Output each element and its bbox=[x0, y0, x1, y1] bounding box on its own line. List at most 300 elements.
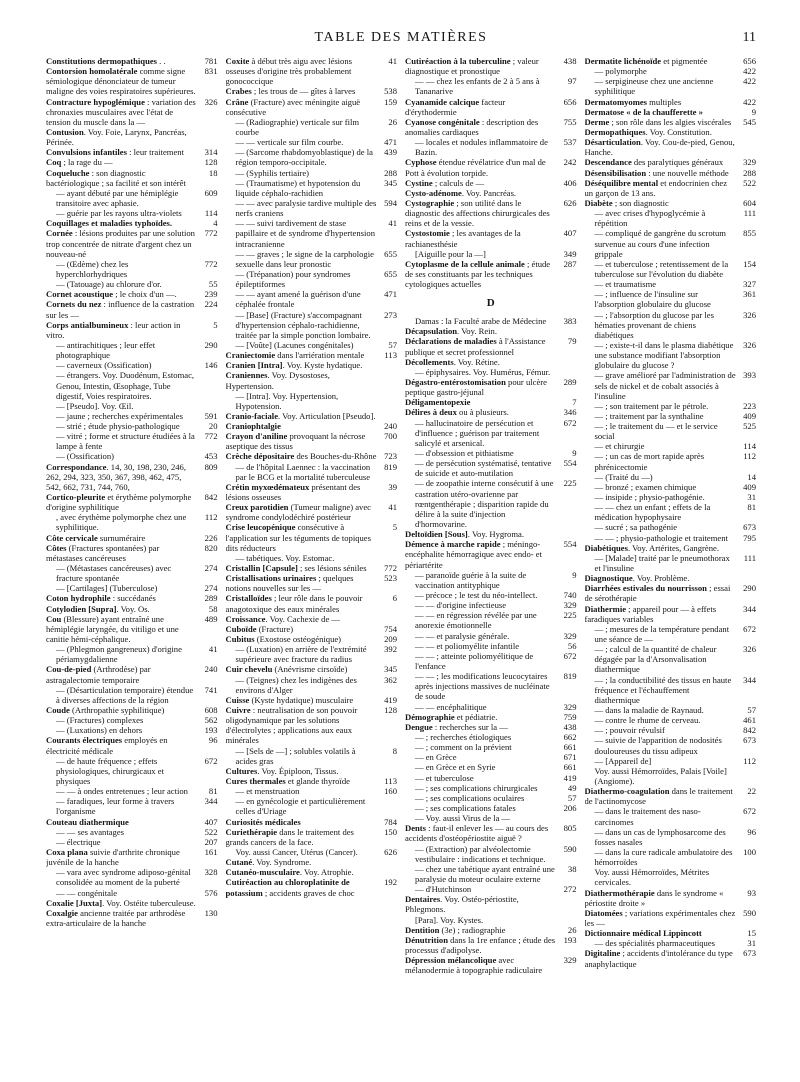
index-entry bbox=[405, 894, 577, 914]
entry-page-number: 538 bbox=[384, 86, 397, 97]
entry-text bbox=[585, 725, 741, 735]
index-entry bbox=[585, 675, 757, 705]
entry-text bbox=[46, 827, 202, 837]
index-entry bbox=[405, 316, 577, 326]
index-entry bbox=[46, 157, 218, 167]
entry-page-number: 522 bbox=[204, 826, 218, 837]
entry-page-number: 672 bbox=[743, 806, 756, 817]
entry-page-number: 672 bbox=[563, 650, 577, 661]
entry-page-number: 206 bbox=[563, 802, 577, 813]
running-header bbox=[46, 30, 756, 50]
entry-description: [Para]. Voy. Kystes. bbox=[415, 914, 484, 925]
entry-text bbox=[585, 117, 741, 127]
index-entry bbox=[226, 746, 398, 766]
entry-text bbox=[405, 590, 561, 600]
index-entry bbox=[46, 614, 218, 644]
entry-text bbox=[585, 401, 741, 411]
entry-text bbox=[46, 370, 202, 400]
index-entry bbox=[46, 735, 218, 755]
entry-page-number: 345 bbox=[384, 177, 397, 188]
entry-description: — tabétiques. Voy. Estomac. bbox=[235, 552, 335, 563]
entry-description: — (Métastases cancéreuses) avec fracture spontanée bbox=[56, 563, 172, 584]
entry-text bbox=[226, 553, 382, 563]
index-entry bbox=[585, 786, 757, 806]
entry-text bbox=[226, 350, 382, 360]
entry-page-number: 18 bbox=[208, 167, 218, 178]
entry-text bbox=[585, 157, 741, 167]
index-entry bbox=[226, 624, 398, 634]
entry-text bbox=[585, 502, 741, 522]
entry-page-number: 161 bbox=[204, 846, 218, 857]
entry-heading: Cornets du nez bbox=[46, 299, 102, 310]
entry-description: — — ; atteinte poliomyélitique de l'enfance bbox=[415, 650, 534, 671]
entry-description: : son diagnostic bactériologique ; sa facilité et son intérêt bbox=[46, 167, 186, 188]
entry-heading: Désensibilisation bbox=[584, 167, 647, 178]
entry-description: dans le traitement de l'actinomycose bbox=[584, 786, 733, 807]
index-entry bbox=[405, 478, 577, 529]
entry-page-number: 225 bbox=[563, 610, 577, 621]
entry-text bbox=[46, 593, 202, 603]
entry-page-number: 9 bbox=[572, 448, 577, 459]
entry-page-number: 96 bbox=[747, 826, 756, 837]
index-column-2 bbox=[226, 56, 398, 1074]
entry-page-number: 609 bbox=[204, 187, 218, 198]
entry-description: . 14, 30, 198, 230, 246, 262, 294, 323, 350, 367, 398, 462, 475, 542, 662, 731, 744, 760, bbox=[46, 461, 186, 492]
entry-text bbox=[585, 867, 741, 887]
index-entry bbox=[585, 502, 757, 522]
entry-text bbox=[585, 522, 741, 532]
entry-page-number: 772 bbox=[384, 563, 397, 574]
entry-page-number: 594 bbox=[384, 197, 397, 208]
entry-text bbox=[405, 600, 561, 610]
entry-text bbox=[226, 147, 382, 167]
entry-page-number: 471 bbox=[384, 137, 397, 148]
index-entry bbox=[46, 664, 218, 684]
entry-page-number: 326 bbox=[743, 339, 756, 350]
entry-text bbox=[405, 570, 561, 590]
index-entry bbox=[585, 137, 757, 157]
index-entry bbox=[46, 462, 218, 492]
index-entry bbox=[226, 97, 398, 117]
index-entry bbox=[226, 431, 398, 451]
entry-description: ; les trous de — gîtes à larves bbox=[251, 86, 356, 97]
entry-description: — guérie par les rayons ultra-violets bbox=[56, 208, 182, 219]
index-entry bbox=[226, 178, 398, 198]
entry-text bbox=[226, 796, 382, 816]
entry-description: ; leur rôle dans le pouvoir anagotoxique des eaux minérales bbox=[225, 593, 363, 614]
entry-description: — — chez les enfants de 2 à 5 ans à Tananarive bbox=[415, 76, 540, 97]
entry-text bbox=[405, 448, 561, 458]
entry-heading: Démence à marche rapide bbox=[405, 539, 501, 550]
entry-description: — — suivi tardivement de stase papillaire et de syndrome d'hypertension intracranienne bbox=[235, 218, 375, 249]
entry-page-number: 97 bbox=[567, 76, 577, 87]
entry-page-number: 723 bbox=[384, 451, 397, 462]
entry-description: . Voy. Problème. bbox=[632, 573, 690, 584]
entry-heading: Curiethérapie bbox=[225, 826, 278, 837]
entry-page-number: 327 bbox=[743, 279, 756, 290]
entry-text bbox=[226, 705, 382, 746]
entry-description: — ; existe-t-il dans le plasma diabétique une substance modifiant l'absorption globulaire du glucose ? bbox=[594, 339, 734, 371]
index-entry bbox=[405, 641, 577, 651]
entry-page-number: 407 bbox=[204, 816, 218, 827]
index-entry bbox=[585, 533, 757, 543]
entry-page-number: 112 bbox=[743, 755, 756, 766]
entry-heading: Diatomées bbox=[584, 907, 623, 918]
entry-description: — d'obsession et pithiatisme bbox=[415, 448, 514, 459]
entry-heading: Deltoïdien [Sous] bbox=[405, 529, 468, 540]
entry-heading: Diathermie bbox=[584, 603, 627, 614]
entry-description: — [Voûte] (Lacunes congénitales) bbox=[235, 339, 354, 350]
entry-text bbox=[585, 66, 741, 76]
entry-page-number: 93 bbox=[747, 887, 756, 898]
index-entry bbox=[405, 813, 577, 823]
entry-page-number: 700 bbox=[384, 431, 397, 442]
entry-heading: Dermopathiques bbox=[584, 126, 646, 137]
entry-heading: Déséquilibre mental bbox=[584, 177, 659, 188]
entry-description: — suivie de l'apparition de nodosités douloureuses du tissu adipeux bbox=[594, 735, 722, 756]
index-entry bbox=[585, 573, 757, 583]
entry-heading: Crabes bbox=[225, 86, 252, 97]
entry-page-number: 842 bbox=[204, 492, 218, 503]
entry-description: suivie d'arthrite chronique juvénile de la hanche bbox=[46, 846, 180, 868]
index-entry bbox=[46, 299, 218, 319]
entry-page-number: 209 bbox=[384, 634, 397, 645]
entry-page-number: 41 bbox=[388, 218, 397, 229]
entry-page-number: 160 bbox=[384, 786, 397, 797]
index-entry bbox=[585, 928, 757, 938]
entry-description: : faut-il enlever les — au cours des accidents d'ostéopériostite aiguë ? bbox=[405, 823, 549, 844]
entry-heading: Cyphose bbox=[405, 157, 437, 168]
index-entry bbox=[226, 198, 398, 218]
entry-description: — épiphysaires. Voy. Humérus, Fémur. bbox=[415, 366, 551, 377]
entry-heading: Coq bbox=[46, 157, 62, 168]
entry-page-number: 14 bbox=[747, 471, 756, 482]
entry-description: — ; son traitement par le pétrole. bbox=[594, 400, 709, 411]
entry-page-number: 422 bbox=[743, 66, 756, 77]
index-entry bbox=[585, 482, 757, 492]
entry-text bbox=[226, 117, 382, 137]
index-entry bbox=[585, 97, 757, 107]
entry-description: — en Grèce et en Syrie bbox=[415, 762, 496, 773]
entry-text bbox=[46, 360, 202, 370]
entry-heading: Diagnostique bbox=[584, 573, 633, 584]
entry-heading: Dégastro-entérostomisation bbox=[405, 377, 506, 388]
entry-description: . Voy. Kyste hydatique. bbox=[282, 360, 363, 371]
entry-text bbox=[226, 137, 382, 147]
entry-text bbox=[226, 218, 382, 248]
entry-page-number: 272 bbox=[563, 884, 577, 895]
index-entry bbox=[46, 685, 218, 705]
entry-text bbox=[405, 844, 561, 864]
index-entry bbox=[226, 117, 398, 137]
entry-description: — caverneux (Ossification) bbox=[56, 360, 152, 371]
entry-description: : recherches sur la — bbox=[432, 721, 508, 732]
entry-text bbox=[46, 279, 202, 289]
entry-text bbox=[405, 97, 561, 117]
entry-text bbox=[46, 786, 202, 796]
index-entry bbox=[585, 279, 757, 289]
entry-page-number: 392 bbox=[384, 644, 397, 655]
entry-page-number: 55 bbox=[208, 279, 218, 290]
entry-heading: Cutané bbox=[225, 857, 253, 868]
entry-text bbox=[46, 512, 202, 532]
entry-description: (Tumeur maligne) avec syndrome condylodéchiré postérieur bbox=[225, 502, 371, 523]
entry-text bbox=[46, 644, 202, 664]
entry-text bbox=[46, 401, 202, 411]
entry-text bbox=[405, 178, 561, 188]
entry-page-number: 159 bbox=[384, 96, 397, 107]
index-entry bbox=[405, 702, 577, 712]
entry-description: (Arthrodèse) par astragalectomie temporaire bbox=[46, 664, 151, 685]
entry-heading: Cyanamide calcique bbox=[405, 96, 480, 107]
entry-description: — (Phlegmon gangreneux) d'origine périamygdalienne bbox=[56, 644, 182, 665]
index-entry bbox=[405, 418, 577, 448]
entry-page-number: 626 bbox=[563, 197, 577, 208]
entry-page-number: 41 bbox=[208, 644, 218, 655]
entry-text bbox=[585, 827, 741, 847]
index-entry bbox=[226, 857, 398, 867]
index-entry bbox=[405, 336, 577, 356]
entry-description: — (Tatouage) au chlorure d'or. bbox=[56, 279, 162, 290]
entry-description: — [Cartilages] (Tuberculose) bbox=[56, 583, 158, 594]
entry-description: . Voy. Atrophie. bbox=[299, 867, 354, 878]
entry-description: — vitré ; forme et structure étudiées à la lampe à fente bbox=[56, 431, 195, 452]
index-entry bbox=[405, 56, 577, 76]
index-entry bbox=[226, 451, 398, 461]
entry-heading: Côtes bbox=[46, 542, 67, 553]
entry-description: — — avec paralysie tardive multiple des nerfs craniens bbox=[235, 197, 377, 219]
entry-description: — — encéphalitique bbox=[415, 701, 487, 712]
index-entry bbox=[585, 908, 757, 928]
entry-text bbox=[46, 462, 202, 492]
index-entry bbox=[226, 664, 398, 674]
entry-description: — ; comment on la prévient bbox=[415, 742, 512, 753]
index-entry bbox=[46, 127, 218, 147]
index-entry bbox=[46, 188, 218, 208]
entry-text bbox=[226, 269, 382, 289]
entry-page-number: 349 bbox=[563, 248, 577, 259]
entry-text bbox=[585, 928, 741, 938]
index-entry bbox=[585, 492, 757, 502]
entry-description: avec mélanodermie à topographie radiculaire bbox=[405, 955, 543, 976]
index-entry bbox=[226, 462, 398, 482]
index-column-3 bbox=[405, 56, 577, 1074]
index-entry bbox=[226, 360, 398, 370]
entry-text bbox=[46, 756, 202, 786]
entry-description: — ; la conductibilité des tissus en haute fréquence et l'échauffement diathermique bbox=[594, 674, 732, 705]
entry-page-number: 523 bbox=[384, 573, 397, 584]
entry-text bbox=[46, 837, 202, 847]
entry-description: — ; un cas de mort rapide après phrénicectomie bbox=[594, 451, 705, 472]
index-entry bbox=[226, 522, 398, 552]
index-entry bbox=[226, 218, 398, 248]
entry-text bbox=[405, 671, 561, 701]
entry-page-number: 113 bbox=[384, 350, 397, 361]
entry-page-number: 438 bbox=[563, 721, 577, 732]
entry-description: — faradiques, leur forme à travers l'organisme bbox=[56, 796, 175, 817]
index-entry bbox=[405, 117, 577, 137]
entry-heading: Cristallisations urinaires bbox=[225, 573, 317, 584]
entry-text bbox=[405, 316, 561, 326]
entry-page-number: 781 bbox=[204, 56, 218, 66]
entry-text bbox=[405, 631, 561, 641]
entry-heading: Cotylodien [Supra] bbox=[46, 603, 117, 614]
entry-text bbox=[585, 198, 741, 208]
entry-page-number: 562 bbox=[204, 715, 218, 726]
entry-page-number: 5 bbox=[392, 522, 397, 533]
index-entry bbox=[46, 259, 218, 279]
entry-description: — vara avec syndrome adiposo-génital consolidée au moment de la puberté bbox=[56, 867, 191, 888]
entry-text bbox=[405, 864, 561, 884]
entry-text bbox=[405, 803, 561, 813]
entry-page-number: 100 bbox=[743, 846, 756, 857]
entry-text bbox=[46, 563, 202, 583]
entry-page-number: 406 bbox=[563, 177, 577, 188]
entry-heading: Convulsions infantiles bbox=[46, 147, 127, 158]
entry-description: des paralytiques généraux bbox=[631, 157, 724, 168]
index-entry bbox=[46, 847, 218, 867]
entry-description: — bronzé ; examen chimique bbox=[594, 481, 697, 492]
entry-description: — (Traumatisme) et hypotension du liquide céphalo-rachidien bbox=[235, 177, 361, 198]
entry-text bbox=[405, 712, 561, 722]
index-entry bbox=[405, 732, 577, 742]
entry-page-number: 656 bbox=[743, 56, 756, 66]
entry-description: ou à plusieurs. bbox=[456, 407, 509, 418]
entry-description: (Arthropathie syphilitique) bbox=[69, 705, 165, 715]
entry-text bbox=[226, 198, 382, 218]
entry-description: — insipide ; physio-pathogénie. bbox=[594, 492, 705, 503]
entry-page-number: 290 bbox=[204, 339, 218, 350]
entry-description: — (Radiographie) verticale sur film courbe bbox=[235, 116, 360, 137]
entry-text bbox=[585, 370, 741, 400]
index-entry bbox=[46, 66, 218, 96]
entry-page-number: 288 bbox=[384, 167, 397, 178]
index-entry bbox=[585, 543, 757, 553]
entry-page-number: 461 bbox=[743, 715, 756, 726]
index-entry bbox=[46, 725, 218, 735]
entry-text bbox=[226, 877, 382, 897]
entry-heading: Creux parotidien bbox=[225, 502, 289, 513]
entry-heading: Cyanose congénitale bbox=[405, 116, 480, 127]
entry-description: facteur d'érythodermie bbox=[405, 96, 506, 117]
entry-page-number: 328 bbox=[204, 867, 218, 878]
index-entry bbox=[405, 762, 577, 772]
entry-page-number: 422 bbox=[743, 76, 756, 87]
entry-page-number: 130 bbox=[204, 907, 218, 918]
entry-page-number: 741 bbox=[204, 684, 218, 695]
entry-description: — électrique bbox=[56, 836, 101, 847]
entry-page-number: 329 bbox=[743, 157, 756, 168]
entry-text bbox=[585, 76, 741, 96]
index-entry bbox=[46, 533, 218, 543]
entry-description: — (Sarcome rhabdomyoblastique) de la région temporo-occipitale. bbox=[235, 147, 373, 168]
entry-text bbox=[46, 847, 202, 867]
index-entry bbox=[405, 722, 577, 732]
entry-text bbox=[585, 340, 741, 370]
entry-heading: Cultures bbox=[225, 765, 258, 776]
index-entry bbox=[405, 955, 577, 975]
entry-page-number: 240 bbox=[384, 421, 397, 432]
entry-description: . Voy. Ostéite tuberculeuse. bbox=[102, 897, 196, 908]
entry-page-number: 661 bbox=[563, 742, 577, 753]
entry-heading: Dépression mélancolique bbox=[405, 955, 497, 966]
entry-text bbox=[405, 783, 561, 793]
entry-description: Voy. aussi Hémorroïdes, Métrites cervicales. bbox=[594, 867, 710, 888]
entry-text bbox=[46, 533, 202, 543]
entry-description: — en Grèce bbox=[415, 752, 457, 763]
entry-text bbox=[405, 935, 561, 955]
entry-description: (Fracture) avec méningite aiguë consécutive bbox=[225, 96, 361, 117]
entry-page-number: 361 bbox=[743, 289, 756, 300]
index-entry bbox=[226, 421, 398, 431]
entry-description: et pigmentée bbox=[661, 56, 708, 66]
entry-description: . Voy. Cachexie de — bbox=[265, 613, 340, 624]
entry-page-number: 329 bbox=[563, 600, 577, 611]
entry-page-number: 489 bbox=[204, 613, 218, 624]
index-entry bbox=[226, 391, 398, 411]
entry-description: — [Malade] traité par le pneumothorax et l'insuline bbox=[594, 552, 730, 574]
index-entry bbox=[46, 56, 218, 66]
index-entry bbox=[585, 472, 757, 482]
entry-page-number: 326 bbox=[743, 644, 756, 655]
index-entry bbox=[585, 553, 757, 573]
entry-description: — ; traitement par la synthaline bbox=[594, 410, 704, 421]
entry-page-number: 154 bbox=[743, 258, 756, 269]
entry-description: — — ayant amené la guérison d'une céphalée frontale bbox=[235, 289, 361, 310]
index-entry bbox=[226, 766, 398, 776]
entry-text bbox=[226, 675, 382, 695]
entry-heading: Cures thermales bbox=[225, 775, 286, 786]
entry-text bbox=[46, 259, 202, 279]
entry-page-number: 656 bbox=[563, 96, 577, 107]
index-entry bbox=[585, 208, 757, 228]
index-entry bbox=[585, 411, 757, 421]
index-entry bbox=[226, 147, 398, 167]
index-column-1 bbox=[46, 56, 218, 1074]
entry-description: à l'Assistance publique et secret professionnel bbox=[405, 336, 546, 357]
entry-page-number: 58 bbox=[208, 603, 218, 614]
entry-description: — — congénitale bbox=[56, 887, 118, 898]
index-entry bbox=[405, 793, 577, 803]
entry-description: — ; pouvoir révulsif bbox=[594, 725, 665, 736]
entry-description: — [Intra]. Voy. Hypertension, Hypotension. bbox=[235, 390, 339, 411]
entry-description: — (Fractures) complexes bbox=[56, 715, 144, 726]
entry-description: . Voy. Rétine. bbox=[453, 356, 500, 367]
entry-text bbox=[585, 938, 741, 948]
index-entry bbox=[405, 458, 577, 478]
entry-description: (Blessure) ayant entraîné une hémiplégie laryngée, du vitiligo et une canitie hémi-céphalique. bbox=[46, 613, 179, 645]
entry-text bbox=[585, 168, 741, 178]
entry-description: (Anévrisme cirsoïde) bbox=[272, 664, 348, 675]
entry-text bbox=[585, 583, 741, 603]
index-entry bbox=[405, 671, 577, 701]
index-entry bbox=[585, 56, 757, 66]
entry-page-number: 146 bbox=[204, 360, 218, 371]
entry-text bbox=[46, 66, 202, 96]
entry-description: : lésions produites par une solution trop concentrée de nitrate d'argent chez un nouveau-né bbox=[46, 228, 195, 259]
entry-text bbox=[46, 796, 202, 816]
entry-page-number: 224 bbox=[204, 299, 218, 310]
entry-description: — ; le traitement du — et le service social bbox=[594, 421, 718, 442]
entry-page-number: 329 bbox=[563, 701, 577, 712]
entry-page-number: 672 bbox=[743, 623, 756, 634]
index-entry bbox=[405, 198, 577, 228]
entry-text bbox=[405, 651, 561, 671]
entry-page-number: 590 bbox=[563, 843, 577, 854]
entry-description: des Bouches-du-Rhône bbox=[294, 451, 377, 462]
entry-text bbox=[226, 249, 382, 269]
index-entry bbox=[585, 938, 757, 948]
